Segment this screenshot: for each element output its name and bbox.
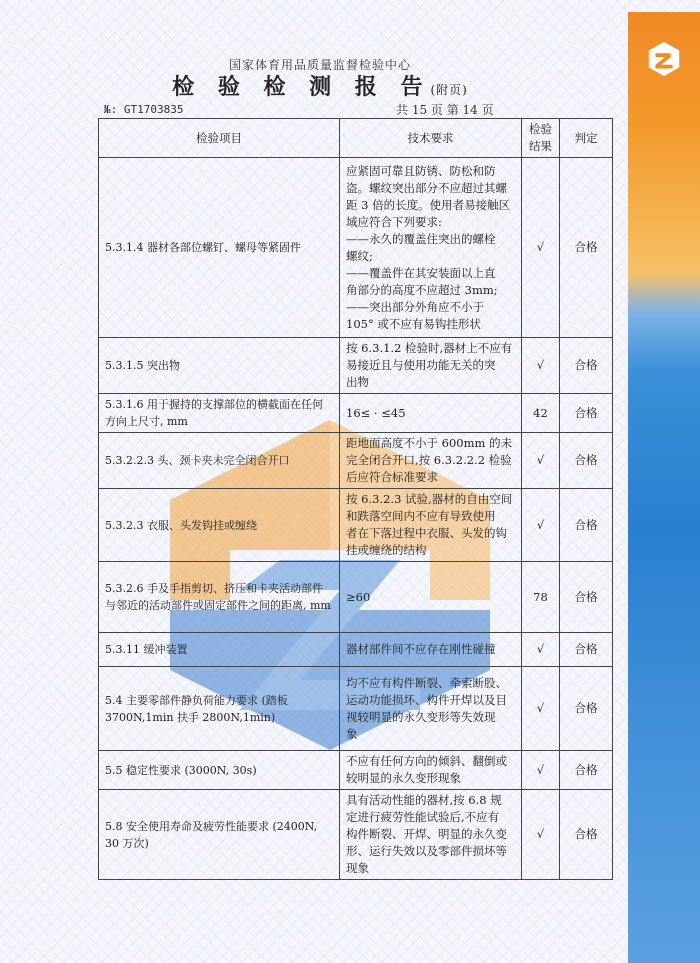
inspection-result: √ <box>522 489 560 562</box>
requirement-line: 运动功能损坏、构件开焊以及目 <box>346 692 507 707</box>
requirement-line: 出物 <box>346 375 369 389</box>
requirement-line: 按 6.3.2.3 试验,器材的自由空间 <box>346 492 513 506</box>
judgement: 合格 <box>560 338 613 394</box>
requirement-line: 者在下落过程中衣服、头发的钩 <box>346 526 507 540</box>
inspection-item: 5.3.2.3 衣服、头发钩挂或缠绕 <box>99 489 340 562</box>
requirement-line: ≥60 <box>346 589 371 604</box>
inspection-item: 5.3.1.6 用于握持的支撑部位的横截面在任何方向上尺寸, mm <box>99 394 340 433</box>
inspection-result: √ <box>522 633 560 667</box>
technical-requirement <box>340 394 522 433</box>
table-row <box>99 562 613 633</box>
side-color-stripe <box>628 12 700 963</box>
requirement-line: 按 6.3.1.2 检验时,器材上不应有 <box>346 341 513 355</box>
judgement: 合格 <box>560 433 613 489</box>
requirement-line: 构件断裂、开焊、明显的永久变 <box>346 827 507 841</box>
requirement-line: ——覆盖件在其安装面以上直 <box>346 265 496 280</box>
technical-requirement <box>340 338 522 394</box>
report-number <box>104 103 183 116</box>
table-row <box>99 633 613 667</box>
technical-requirement <box>340 489 522 562</box>
judgement: 合格 <box>560 489 613 562</box>
table-row <box>99 489 613 562</box>
column-header-item: 检验项目 <box>99 119 340 158</box>
institution-logo-icon <box>645 40 683 78</box>
requirement-line: 挂或缠绕的结构 <box>346 543 427 557</box>
technical-requirement <box>340 562 522 633</box>
requirement-line: 盗。螺纹突出部分不应超过其螺 <box>346 180 507 195</box>
requirement-line: 角部分的高度不应超过 3mm; <box>346 282 498 297</box>
inspection-result: 42 <box>522 394 560 433</box>
inspection-item: 5.4 主要零部件静负荷能力要求 (踏板 3700N,1min 扶手 2800N,1min) <box>99 667 340 751</box>
requirement-line: 定进行疲劳性能试验后,不应有 <box>346 810 500 824</box>
inspection-result: 78 <box>522 562 560 633</box>
report-number-value: GT1703835 <box>123 103 184 116</box>
requirement-line: 不应有任何方向的倾斜、翻倒或 <box>346 754 507 768</box>
table-row <box>99 158 613 338</box>
judgement: 合格 <box>560 751 613 790</box>
inspection-result: √ <box>522 338 560 394</box>
requirement-line: 器材部件间不应存在刚性碰撞 <box>346 642 496 656</box>
inspection-result: √ <box>522 751 560 790</box>
technical-requirement <box>340 633 522 667</box>
inspection-item: 5.3.1.5 突出物 <box>99 338 340 394</box>
issuing-organization: 国家体育用品质量监督检验中心 <box>228 58 411 72</box>
table-row <box>99 394 613 433</box>
requirement-line: 后应符合标准要求 <box>346 470 438 484</box>
requirement-line: 距 3 倍的长度。使用者易接触区 <box>346 197 511 212</box>
judgement: 合格 <box>560 790 613 880</box>
inspection-result: √ <box>522 158 560 338</box>
inspection-result: √ <box>522 790 560 880</box>
report-title-text: 检 验 检 测 报 告 <box>172 74 431 100</box>
report-title <box>0 70 640 101</box>
requirement-line: 完全闭合开口,按 6.3.2.2.2 检验 <box>346 453 512 467</box>
inspection-item: 5.3.11 缓冲装置 <box>99 633 340 667</box>
judgement: 合格 <box>560 158 613 338</box>
requirement-line: 视较明显的永久变形等失效现 <box>346 709 496 724</box>
requirement-line: 象 <box>346 726 358 741</box>
technical-requirement <box>340 790 522 880</box>
inspection-item: 5.3.2.6 手及手指剪切、挤压和卡夹活动部件与邻近的活动部件或固定部件之间的距离, mm <box>99 562 340 633</box>
requirement-line: 易接近且与使用功能无关的突 <box>346 358 496 372</box>
table-row <box>99 667 613 751</box>
requirement-line: ——突出部分外角应不小于 <box>346 299 484 314</box>
table-row <box>99 338 613 394</box>
technical-requirement <box>340 433 522 489</box>
inspection-result: √ <box>522 667 560 751</box>
requirement-line: 较明显的永久变形现象 <box>346 771 461 785</box>
requirement-line: 形、运行失效以及零部件损坏等 <box>346 844 507 858</box>
technical-requirement <box>340 667 522 751</box>
requirement-line: 应紧固可靠且防锈、防松和防 <box>346 163 496 178</box>
requirement-line: 域应符合下列要求: <box>346 214 442 229</box>
technical-requirement <box>340 751 522 790</box>
inspection-table <box>98 118 613 880</box>
requirement-line: 105° 或不应有易钩挂形状 <box>346 316 481 331</box>
requirement-line: 16≤ · ≤45 <box>346 405 406 420</box>
table-row <box>99 790 613 880</box>
column-header-result: 检验结果 <box>522 119 560 158</box>
judgement: 合格 <box>560 667 613 751</box>
table-header-row <box>99 119 613 158</box>
inspection-result: √ <box>522 433 560 489</box>
table-row <box>99 751 613 790</box>
inspection-item: 5.3.2.2.3 头、颈卡夹未完全闭合开口 <box>99 433 340 489</box>
requirement-line: 螺纹; <box>346 248 373 263</box>
table-row <box>99 433 613 489</box>
judgement: 合格 <box>560 562 613 633</box>
requirement-line: ——永久的覆盖住突出的螺栓 <box>346 231 496 246</box>
column-header-requirement: 技术要求 <box>340 119 522 158</box>
requirement-line: 和跌落空间内不应有导致使用 <box>346 509 496 523</box>
requirement-line: 具有活动性能的器材,按 6.8 规 <box>346 793 502 807</box>
inspection-item: 5.5 稳定性要求 (3000N, 30s) <box>99 751 340 790</box>
column-header-judgement: 判定 <box>560 119 613 158</box>
report-number-label: №: <box>104 103 118 116</box>
inspection-item: 5.3.1.4 器材各部位螺钉、螺母等紧固件 <box>99 158 340 338</box>
requirement-line: 现象 <box>346 861 369 875</box>
inspection-item: 5.8 安全使用寿命及疲劳性能要求 (2400N, 30 万次) <box>99 790 340 880</box>
requirement-line: 距地面高度不小于 600mm 的未 <box>346 436 513 450</box>
requirement-line: 均不应有构件断裂、牵索断股、 <box>346 675 507 690</box>
technical-requirement <box>340 158 522 338</box>
report-title-suffix: (附页) <box>430 83 468 97</box>
judgement: 合格 <box>560 394 613 433</box>
page-info: 共 15 页 第 14 页 <box>396 103 494 117</box>
judgement: 合格 <box>560 633 613 667</box>
